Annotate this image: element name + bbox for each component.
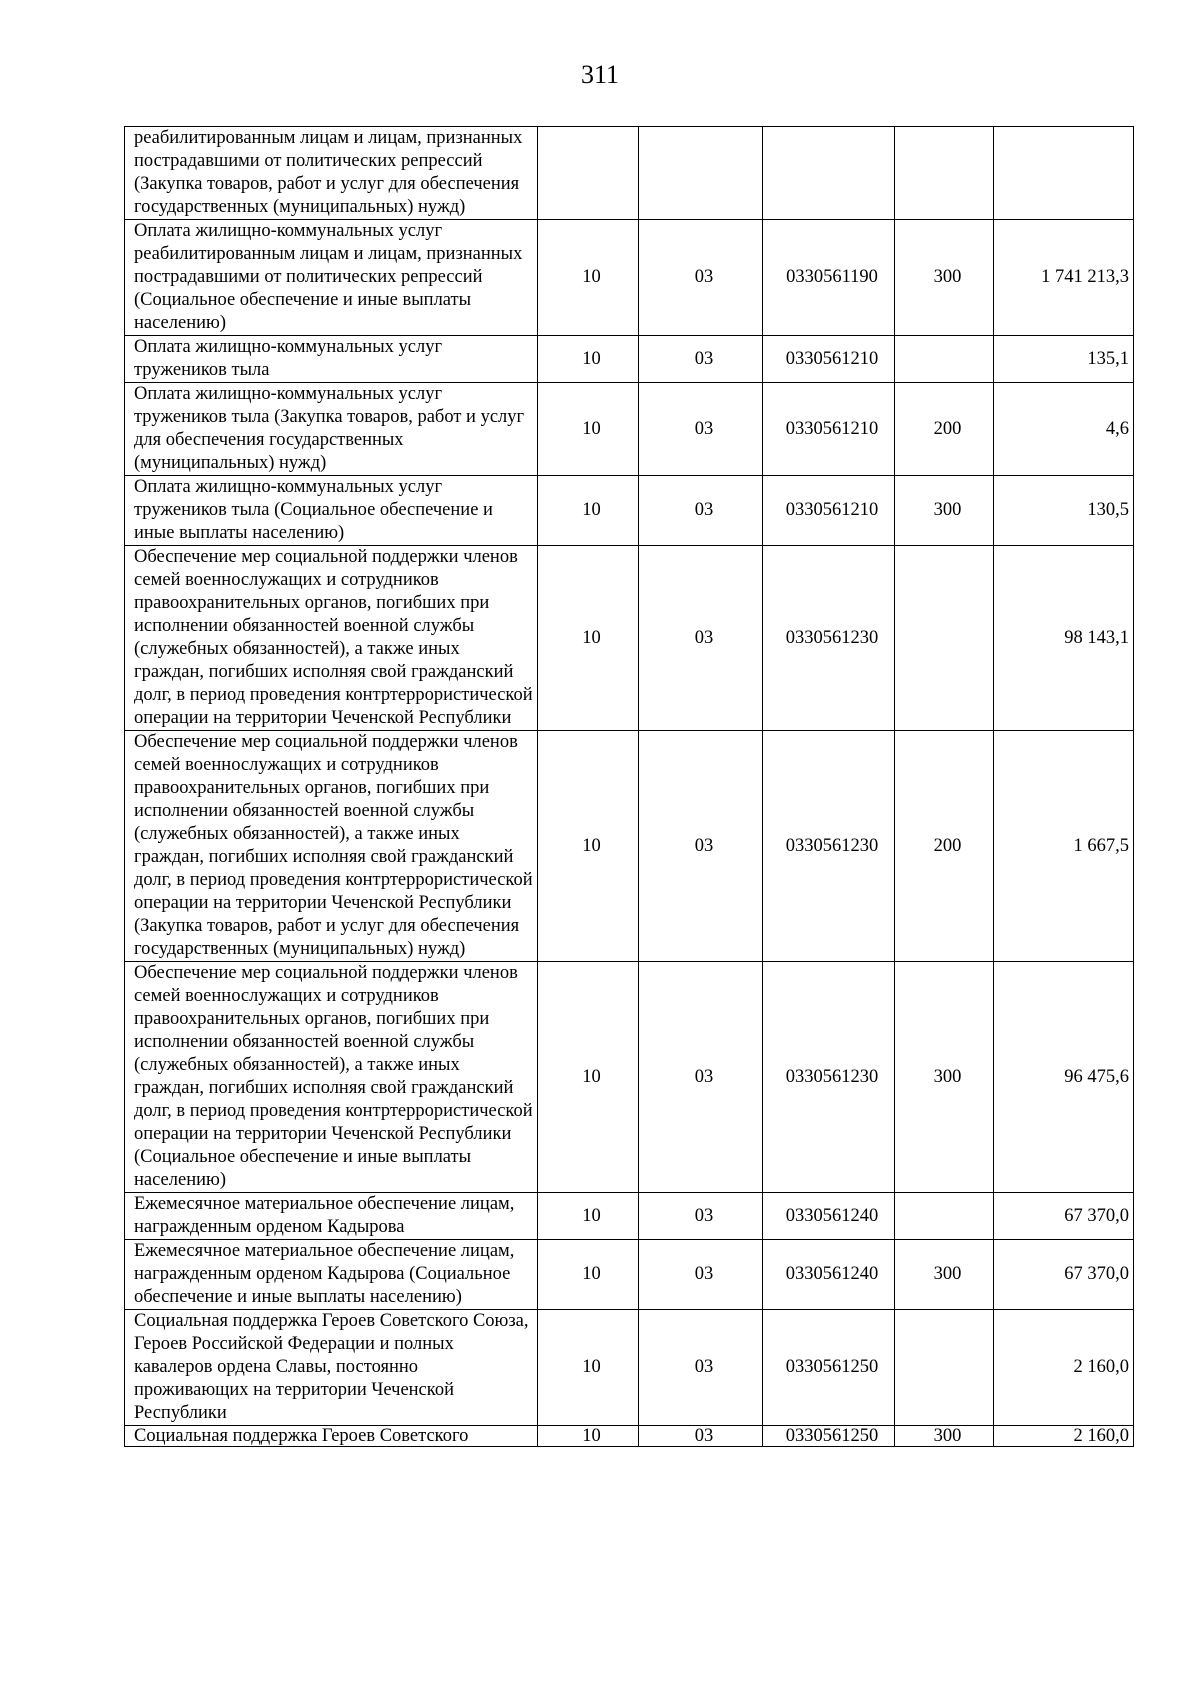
table-row <box>125 127 1134 220</box>
subsection-code: 03 <box>639 383 763 476</box>
amount: 1 741 213,3 <box>994 220 1134 336</box>
row-description: Оплата жилищно-коммунальных услуг тружеников тыла <box>125 336 538 383</box>
table-row <box>125 546 1134 731</box>
amount: 2 160,0 <box>994 1310 1134 1426</box>
amount: 67 370,0 <box>994 1193 1134 1240</box>
section-code: 10 <box>538 220 639 336</box>
amount: 4,6 <box>994 383 1134 476</box>
table-row <box>125 476 1134 546</box>
section-code: 10 <box>538 731 639 962</box>
table-row <box>125 1193 1134 1240</box>
row-description: Социальная поддержка Героев Советского Союза, Героев Российской Федерации и полных кавалеров ордена Славы, постоянно проживающих на территории Чеченской Республики <box>125 1310 538 1426</box>
target-article-code: 0330561240 <box>763 1240 895 1310</box>
target-article-code: 0330561250 <box>763 1310 895 1426</box>
table-row <box>125 731 1134 962</box>
table-row <box>125 336 1134 383</box>
target-article-code: 0330561230 <box>763 546 895 731</box>
expense-type-code: 300 <box>895 1240 994 1310</box>
row-description: Ежемесячное материальное обеспечение лицам, награжденным орденом Кадырова (Социальное обеспечение и иные выплаты населению) <box>125 1240 538 1310</box>
subsection-code: 03 <box>639 336 763 383</box>
expense-type-code <box>895 546 994 731</box>
section-code: 10 <box>538 383 639 476</box>
target-article-code: 0330561210 <box>763 336 895 383</box>
subsection-code: 03 <box>639 1426 763 1447</box>
expense-type-code <box>895 1310 994 1426</box>
amount: 67 370,0 <box>994 1240 1134 1310</box>
target-article-code <box>763 127 895 220</box>
page-number: 311 <box>580 60 620 89</box>
amount: 135,1 <box>994 336 1134 383</box>
target-article-code: 0330561230 <box>763 962 895 1193</box>
section-code: 10 <box>538 1310 639 1426</box>
row-description: Ежемесячное материальное обеспечение лицам, награжденным орденом Кадырова <box>125 1193 538 1240</box>
subsection-code: 03 <box>639 962 763 1193</box>
row-description: Социальная поддержка Героев Советского <box>125 1426 538 1447</box>
target-article-code: 0330561250 <box>763 1426 895 1447</box>
table-row <box>125 383 1134 476</box>
budget-table <box>124 126 1134 1447</box>
expense-type-code: 200 <box>895 383 994 476</box>
table-row <box>125 1426 1134 1447</box>
section-code <box>538 127 639 220</box>
row-description: Оплата жилищно-коммунальных услуг реабилитированным лицам и лицам, признанных пострадавшими от политических репрессий (Социальное обеспечение и иные выплаты населению) <box>125 220 538 336</box>
subsection-code: 03 <box>639 731 763 962</box>
expense-type-code <box>895 336 994 383</box>
subsection-code: 03 <box>639 1193 763 1240</box>
row-description: Оплата жилищно-коммунальных услуг тружеников тыла (Закупка товаров, работ и услуг для обеспечения государственных (муниципальных) нужд) <box>125 383 538 476</box>
amount: 96 475,6 <box>994 962 1134 1193</box>
amount: 1 667,5 <box>994 731 1134 962</box>
subsection-code: 03 <box>639 1310 763 1426</box>
subsection-code: 03 <box>639 220 763 336</box>
row-description: Обеспечение мер социальной поддержки членов семей военнослужащих и сотрудников правоохранительных органов, погибших при исполнении обязанностей военной службы (служебных обязанностей), а также иных граждан, погибших исполняя свой гражданский долг, в период проведения контртеррористической операции на территории Чеченской Республики <box>125 546 538 731</box>
expense-type-code: 300 <box>895 1426 994 1447</box>
amount: 98 143,1 <box>994 546 1134 731</box>
row-description: Оплата жилищно-коммунальных услуг тружеников тыла (Социальное обеспечение и иные выплаты населению) <box>125 476 538 546</box>
subsection-code <box>639 127 763 220</box>
expense-type-code: 300 <box>895 476 994 546</box>
section-code: 10 <box>538 336 639 383</box>
expense-type-code <box>895 127 994 220</box>
table-row <box>125 962 1134 1193</box>
section-code: 10 <box>538 1240 639 1310</box>
section-code: 10 <box>538 962 639 1193</box>
section-code: 10 <box>538 1426 639 1447</box>
table-row <box>125 1240 1134 1310</box>
target-article-code: 0330561210 <box>763 383 895 476</box>
table-row <box>125 1310 1134 1426</box>
row-description: Обеспечение мер социальной поддержки членов семей военнослужащих и сотрудников правоохранительных органов, погибших при исполнении обязанностей военной службы (служебных обязанностей), а также иных граждан, погибших исполняя свой гражданский долг, в период проведения контртеррористической операции на территории Чеченской Республики (Закупка товаров, работ и услуг для обеспечения государственных (муниципальных) нужд) <box>125 731 538 962</box>
amount: 2 160,0 <box>994 1426 1134 1447</box>
target-article-code: 0330561230 <box>763 731 895 962</box>
amount <box>994 127 1134 220</box>
target-article-code: 0330561210 <box>763 476 895 546</box>
amount: 130,5 <box>994 476 1134 546</box>
expense-type-code: 200 <box>895 731 994 962</box>
target-article-code: 0330561240 <box>763 1193 895 1240</box>
row-description: реабилитированным лицам и лицам, признанных пострадавшими от политических репрессий (Закупка товаров, работ и услуг для обеспечения государственных (муниципальных) нужд) <box>125 127 538 220</box>
subsection-code: 03 <box>639 1240 763 1310</box>
subsection-code: 03 <box>639 546 763 731</box>
subsection-code: 03 <box>639 476 763 546</box>
expense-type-code <box>895 1193 994 1240</box>
target-article-code: 0330561190 <box>763 220 895 336</box>
expense-type-code: 300 <box>895 962 994 1193</box>
row-description: Обеспечение мер социальной поддержки членов семей военнослужащих и сотрудников правоохранительных органов, погибших при исполнении обязанностей военной службы (служебных обязанностей), а также иных граждан, погибших исполняя свой гражданский долг, в период проведения контртеррористической операции на территории Чеченской Республики (Социальное обеспечение и иные выплаты населению) <box>125 962 538 1193</box>
section-code: 10 <box>538 476 639 546</box>
expense-type-code: 300 <box>895 220 994 336</box>
section-code: 10 <box>538 1193 639 1240</box>
table-row <box>125 220 1134 336</box>
section-code: 10 <box>538 546 639 731</box>
